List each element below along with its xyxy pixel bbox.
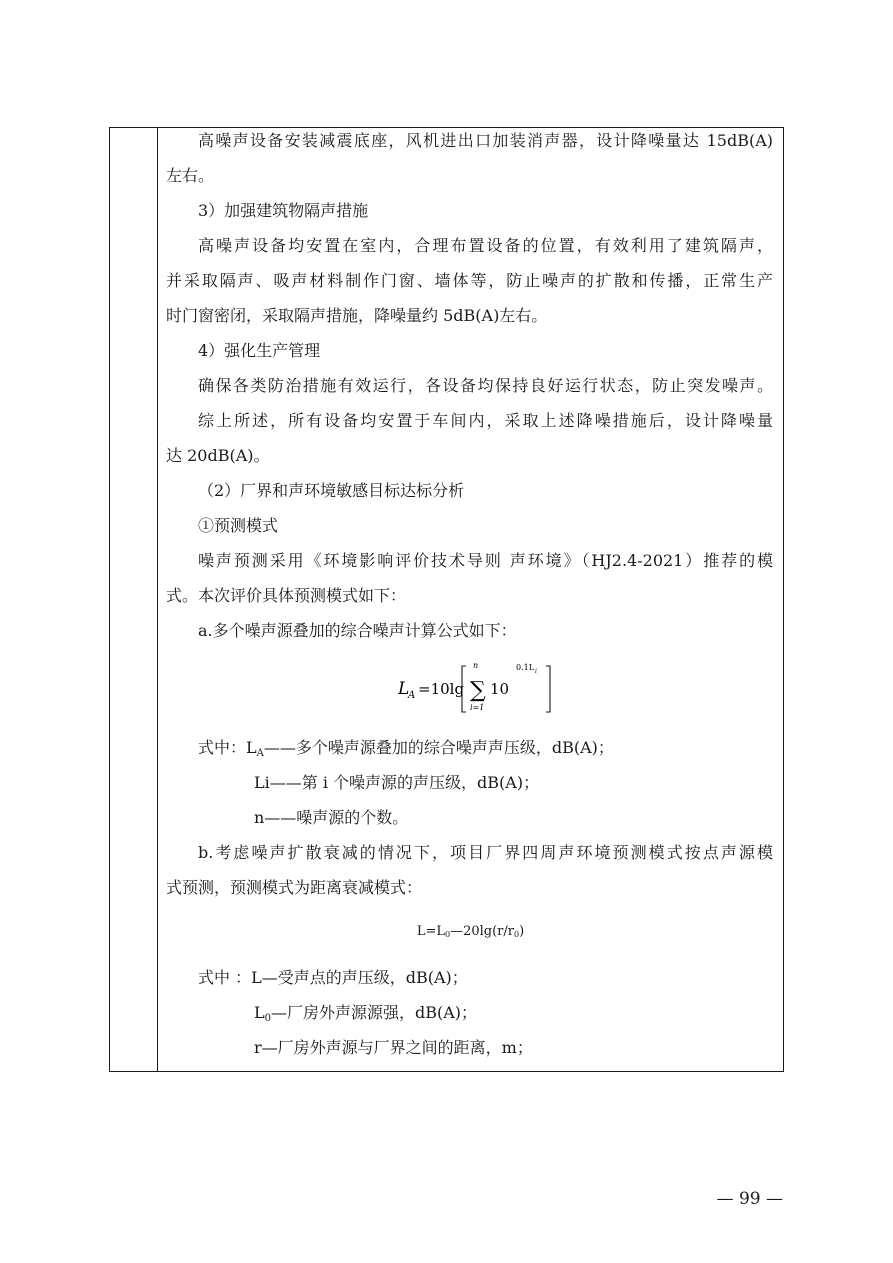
definition-line xyxy=(254,1003,773,1029)
subsection-heading: ①预测模式 xyxy=(198,516,279,535)
paragraph-line: 综上所述，所有设备均安置于车间内，采取上述降噪措施后，设计降噪量 xyxy=(198,411,773,430)
paragraph-line: 高噪声设备均安置在室内，合理布置设备的位置，有效利用了建筑隔声， xyxy=(198,236,773,255)
definition-subscript: A xyxy=(256,748,264,759)
right-bracket xyxy=(546,666,550,712)
formula2-part-b: —20lg(r/r xyxy=(450,924,514,939)
noise-sum-formula xyxy=(398,658,558,718)
paragraph-line: 噪声预测采用《环境影响评价技术导则 声环境》（HJ2.4-2021）推荐的模 xyxy=(198,551,773,570)
formula-lhs-sub: A xyxy=(408,690,416,701)
definition-text: —厂房外声源源强，dB(A)； xyxy=(271,1003,478,1022)
paragraph-line: 高噪声设备安装减震底座，风机进出口加装消声器，设计降噪量达 15dB(A) xyxy=(198,131,773,150)
definition-prefix: 式中：L xyxy=(198,738,257,757)
section-heading-2: （2）厂界和声环境敏感目标达标分析 xyxy=(198,481,465,500)
paragraph-line: 左右。 xyxy=(166,166,215,185)
formula2-sub-a: 0 xyxy=(445,930,451,939)
sum-lower-limit: i=1 xyxy=(470,703,485,712)
definition-line: n——噪声源的个数。 xyxy=(254,808,409,827)
definition-line: 式中 ：L—受声点的声压级，dB(A)； xyxy=(198,968,468,987)
sigma-symbol: ∑ xyxy=(470,678,486,703)
table-content-cell xyxy=(158,128,783,1071)
definition-line: Li——第 i 个噪声源的声压级，dB(A)； xyxy=(254,773,540,792)
definition-line: r—厂房外声源与厂界之间的距离，m； xyxy=(254,1038,533,1057)
distance-attenuation-formula xyxy=(158,923,783,944)
definition-prefix: L xyxy=(254,1003,265,1022)
definition-line xyxy=(198,738,773,764)
paragraph-line: 并采取隔声、吸声材料制作门窗、墙体等，防止噪声的扩散和传播，正常生产 xyxy=(166,271,773,290)
formula-eq: =10lg xyxy=(418,680,465,698)
page-number: — 99 — xyxy=(716,1189,783,1209)
table-left-column xyxy=(110,128,158,1071)
definition-subscript: 0 xyxy=(264,1013,271,1024)
section-heading-3: 3）加强建筑物隔声措施 xyxy=(198,201,369,220)
formula2-sub-b: 0 xyxy=(514,930,520,939)
definition-text: ——多个噪声源叠加的综合噪声声压级，dB(A)； xyxy=(263,738,614,757)
paragraph-line: 式。本次评价具体预测模式如下： xyxy=(166,586,407,605)
formula2-part-a: L=L xyxy=(416,924,445,939)
formula-lhs: L xyxy=(398,679,410,699)
sum-upper-limit: n xyxy=(473,661,479,670)
formula-exponent: 0.1L xyxy=(516,663,535,672)
paragraph-line: b.考虑噪声扩散衰减的情况下，项目厂界四周声环境预测模式按点声源模 xyxy=(198,843,773,862)
formula-exponent-sub: i xyxy=(535,668,537,675)
paragraph-line: 达 20dB(A)。 xyxy=(166,446,270,465)
formula-base: 10 xyxy=(490,680,510,698)
section-heading-4: 4）强化生产管理 xyxy=(198,341,321,360)
formula2-part-c: ) xyxy=(519,924,525,939)
paragraph-line: 式预测，预测模式为距离衰减模式： xyxy=(166,878,423,897)
paragraph-line: a.多个噪声源叠加的综合噪声计算公式如下： xyxy=(198,621,517,640)
paragraph-line: 确保各类防治措施有效运行，各设备均保持良好运行状态，防止突发噪声。 xyxy=(198,376,773,395)
paragraph-line: 时门窗密闭，采取隔声措施，降噪量约 5dB(A)左右。 xyxy=(166,306,548,325)
document-table xyxy=(109,127,784,1072)
